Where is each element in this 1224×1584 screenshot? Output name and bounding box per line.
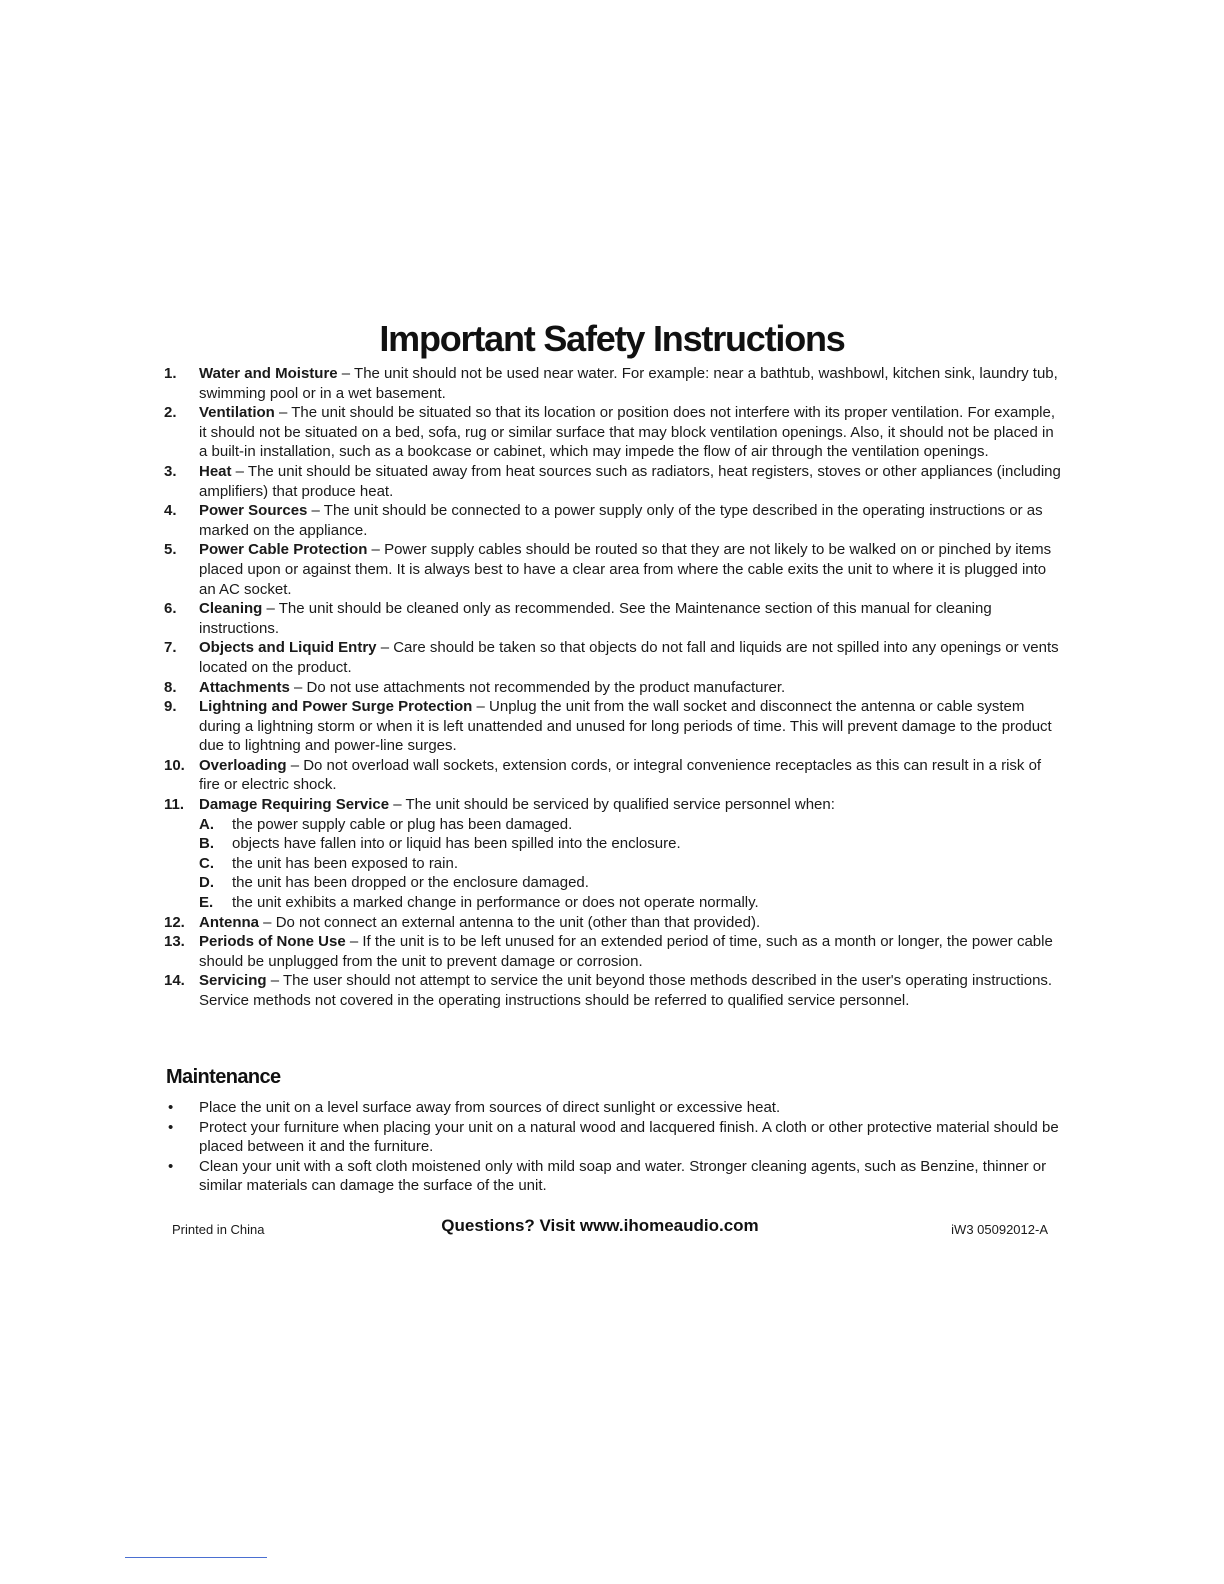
item-number: 9.: [164, 698, 177, 716]
item-term: Overloading: [199, 756, 287, 774]
item-number: 2.: [164, 404, 177, 422]
item-term: Objects and Liquid Entry: [199, 639, 377, 657]
document-code: iW3 05092012-A: [951, 1222, 1048, 1237]
item-number: 8.: [164, 678, 177, 696]
list-item: [164, 971, 1064, 1010]
list-item: [164, 501, 1064, 540]
item-separator: –: [376, 639, 394, 657]
sublist-item: [199, 854, 1064, 874]
questions-link-text: Questions? Visit www.ihomeaudio.com: [441, 1216, 759, 1235]
sub-letter: C.: [199, 854, 214, 872]
item-separator: –: [266, 972, 283, 990]
list-item: [164, 756, 1064, 795]
item-number: 4.: [164, 502, 177, 520]
item-text: The unit should be connected to a power supply only of the type described in the operating instructions or as marked on the appliance.: [199, 502, 1043, 539]
sub-letter: E.: [199, 894, 214, 912]
list-item: [164, 638, 1064, 677]
sub-letter: D.: [199, 874, 214, 892]
item-term: Ventilation: [199, 404, 275, 422]
item-text: Power supply cables should be routed so that they are not likely to be walked on or pinched by items placed upon or against them. It is always best to have a clear area from where the cable exits the unit to where it is plugged into an AC socket.: [199, 541, 1052, 598]
item-text: Do not connect an external antenna to the unit (other than that provided).: [275, 913, 761, 931]
item-separator: –: [389, 796, 406, 814]
item-number: 1.: [164, 365, 177, 382]
item-text: Unplug the unit from the wall socket and disconnect the antenna or cable system during a lightning storm or when it is left unattended and unused for long periods of time. This will prevent damage to the product due to lightning and power-line surges.: [199, 698, 1052, 755]
item-term: Cleaning: [199, 600, 263, 618]
item-separator: –: [345, 933, 363, 951]
item-number: 14.: [164, 972, 185, 990]
list-item: [164, 697, 1064, 756]
maintenance-text: Protect your furniture when placing your unit on a natural wood and lacquered finish. A cloth or other protective material should be placed between it and the furniture.: [199, 1118, 1059, 1156]
list-item: [164, 678, 1064, 698]
item-separator: –: [289, 678, 307, 696]
maintenance-item: [164, 1098, 1064, 1118]
sublist-item: [199, 893, 1064, 913]
item-separator: –: [472, 698, 490, 716]
item-term: Power Cable Protection: [199, 541, 368, 559]
sub-text: the unit has been exposed to rain.: [232, 854, 458, 872]
item-text: If the unit is to be left unused for an extended period of time, such as a month or longer, the power cable should be unplugged from the unit to prevent damage or corrosion.: [199, 933, 1053, 970]
page-title: Important Safety Instructions: [379, 318, 845, 359]
list-item: [164, 403, 1064, 462]
item-text: The user should not attempt to service the unit beyond those methods described in the user's operating instructions. Service methods not covered in the operating instructions should be referred to qualified service personnel.: [199, 972, 1053, 1009]
maintenance-text: Clean your unit with a soft cloth moistened only with mild soap and water. Stronger cleaning agents, such as Benzine, thinner or similar materials can damage the surface of the unit.: [199, 1157, 1047, 1195]
list-item: [164, 932, 1064, 971]
item-text: The unit should be situated so that its location or position does not interfere with its proper ventilation. For example, it should not be situated on a bed, sofa, rug or similar surface that may block ventilation openings. Also, it should not be placed in a built-in installation, such as a bookcase or cabinet, which may impede the flow of air through the ventilation openings.: [199, 404, 1056, 461]
bullet-icon: •: [168, 1118, 174, 1136]
sub-letter: B.: [199, 835, 214, 853]
sublist-item: [199, 834, 1064, 854]
list-item: [164, 462, 1064, 501]
item-text: Care should be taken so that objects do not fall and liquids are not spilled into any openings or vents located on the product.: [199, 639, 1059, 676]
item-number: 13.: [164, 933, 185, 951]
sublist-item: [199, 815, 1064, 835]
item-text: The unit should be situated away from heat sources such as radiators, heat registers, stoves or other appliances (including amplifiers) that produce heat.: [199, 462, 1061, 500]
item-number: 11.: [164, 796, 185, 814]
item-number: 7.: [164, 639, 177, 657]
maintenance-list: [164, 1098, 1064, 1196]
safety-instructions-list: [164, 364, 1064, 1011]
item-number: 6.: [164, 600, 177, 618]
item-text: The unit should be cleaned only as recommended. See the Maintenance section of this manual for cleaning instructions.: [199, 600, 992, 637]
list-item: [164, 540, 1064, 599]
item-number: 12.: [164, 913, 185, 931]
item-separator: –: [231, 462, 248, 480]
item-term: Damage Requiring Service: [199, 796, 390, 814]
item-separator: –: [367, 541, 385, 559]
maintenance-item: [164, 1118, 1064, 1157]
item-separator: –: [262, 600, 279, 618]
sub-text: objects have fallen into or liquid has been spilled into the enclosure.: [232, 835, 681, 853]
item-term: Water and Moisture: [199, 365, 338, 382]
divider-line: [125, 1557, 267, 1558]
list-item: [164, 599, 1064, 638]
item-term: Power Sources: [199, 502, 308, 520]
item-text: Do not use attachments not recommended by the product manufacturer.: [306, 678, 786, 696]
item-separator: –: [259, 913, 276, 931]
damage-conditions-sublist: [199, 815, 1064, 913]
item-term: Heat: [199, 462, 232, 480]
list-item: [164, 364, 1064, 403]
item-separator: –: [307, 502, 324, 520]
item-term: Attachments: [199, 678, 290, 696]
maintenance-text: Place the unit on a level surface away from sources of direct sunlight or excessive heat.: [199, 1099, 781, 1116]
item-separator: –: [286, 756, 304, 774]
item-number: 3.: [164, 462, 177, 480]
item-text: Do not overload wall sockets, extension cords, or integral convenience receptacles as this can result in a risk of fire or electric shock.: [199, 756, 1042, 794]
bullet-icon: •: [168, 1099, 174, 1116]
sub-text: the power supply cable or plug has been damaged.: [232, 815, 573, 833]
sub-text: the unit exhibits a marked change in performance or does not operate normally.: [232, 894, 759, 912]
maintenance-item: [164, 1157, 1064, 1196]
item-term: Lightning and Power Surge Protection: [199, 698, 473, 716]
sub-letter: A.: [199, 815, 214, 833]
item-separator: –: [337, 365, 355, 382]
item-text: The unit should not be used near water. For example: near a bathtub, washbowl, kitchen sink, laundry tub, swimming pool or in a wet basement.: [199, 365, 1058, 402]
item-text: The unit should be serviced by qualified service personnel when:: [405, 796, 835, 814]
list-item: [164, 913, 1064, 933]
item-separator: –: [274, 404, 292, 422]
sub-text: the unit has been dropped or the enclosure damaged.: [232, 874, 589, 892]
item-term: Servicing: [199, 972, 267, 990]
item-number: 5.: [164, 541, 177, 559]
item-number: 10.: [164, 756, 185, 774]
bullet-icon: •: [168, 1157, 174, 1175]
list-item: [164, 795, 1064, 913]
item-term: Periods of None Use: [199, 933, 346, 951]
sublist-item: [199, 873, 1064, 893]
item-term: Antenna: [199, 913, 259, 931]
maintenance-heading: Maintenance: [166, 1066, 281, 1088]
printed-in-note: Printed in China: [172, 1222, 265, 1237]
